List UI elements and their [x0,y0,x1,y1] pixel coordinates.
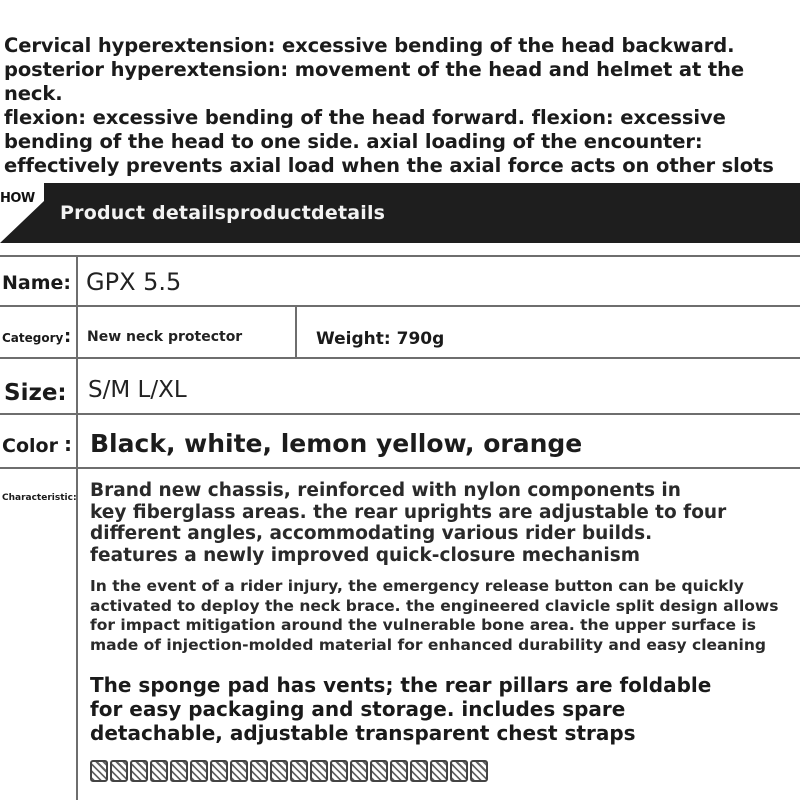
intro-paragraph: Cervical hyperextension: excessive bending of the head backward. posterior hyperextension: movement of the head and helmet at the neck. flexion: excessive bending of the head forward. flexion: excessive bending of the head to one side. axial loading of the encounter: effectively prevents axial load when the axial force acts on other slots [4,34,774,177]
illegible-text-line [90,760,488,782]
characteristic-paragraph-1: Brand new chassis, reinforced with nylon components in key fiberglass areas. the rear uprights are adjustable to four different angles, accommodating various rider builds. features a newly improved quick-closure mechanism [90,480,727,566]
weight-value: Weight: 790g [316,329,445,349]
characteristic-paragraph-3: The sponge pad has vents; the rear pillars are foldable for easy packaging and storage. includes spare detachable, adjustable transparent chest straps [90,673,712,745]
category-label: Category [2,331,64,345]
color-colon: : [64,432,72,456]
banner-tab-text: HOW [0,191,35,206]
row-divider [0,357,800,359]
category-colon: : [64,326,72,347]
color-value: Black, white, lemon yellow, orange [90,429,583,458]
section-banner [0,183,800,243]
category-weight-divider [295,305,297,357]
label-column-divider [76,255,78,800]
size-value: S/M L/XL [88,377,187,403]
table-top-border [0,255,800,257]
row-divider [0,467,800,469]
color-label: Color [2,435,58,457]
row-divider [0,305,800,307]
name-value: GPX 5.5 [86,268,182,296]
category-value: New neck protector [87,329,243,345]
row-divider [0,413,800,415]
banner-title: Product detailsproductdetails [60,202,386,224]
characteristic-label: Characteristic: [2,493,77,503]
characteristic-paragraph-2: In the event of a rider injury, the emergency release button can be quickly activated to deploy the neck brace. the engineered clavicle split design allows for impact mitigation around the vulnerable bone area. the upper surface is made of injection-molded material for enhanced durability and easy cleaning [90,577,779,654]
name-label: Name: [2,272,72,294]
size-label: Size: [4,380,67,406]
